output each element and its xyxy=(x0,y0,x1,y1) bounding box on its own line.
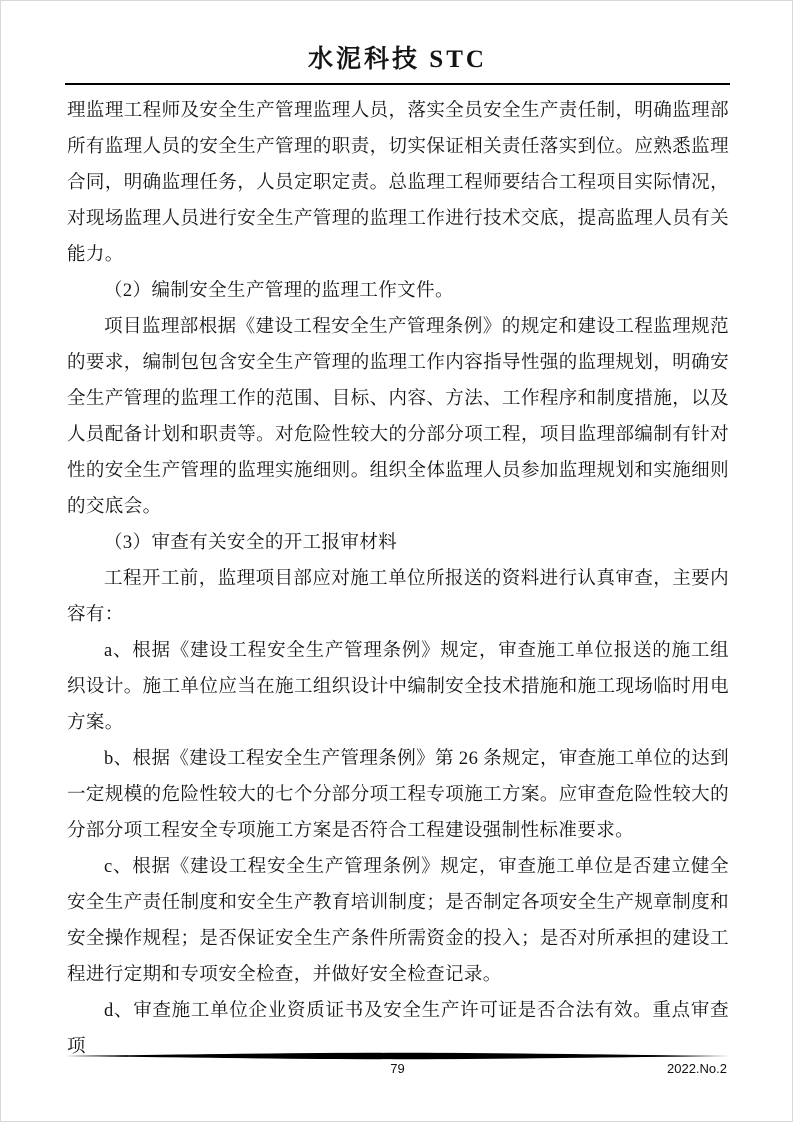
issue-number: 2022.No.2 xyxy=(667,1061,727,1076)
body-paragraph-continued: 理监理工程师及安全生产管理监理人员，落实全员安全生产责任制，明确监理部所有监理人员的安全生产管理的职责，切实保证相关责任落实到位。应熟悉监理合同，明确监理任务，人员定职定责。总监理工程师要结合工程项目实际情况，对现场监理人员进行安全生产管理的监理工作进行技术交底，提高监理人员有关能力。 xyxy=(67,101,729,265)
list-item-b: b、根据《建设工程安全生产管理条例》第 26 条规定，审查施工单位的达到一定规模的危险性较大的七个分部分项工程专项施工方案。应审查危险性较大的分部分项工程安全专项施工方案是否符合工程建设强制性标准要求。 xyxy=(67,749,729,841)
body-paragraph: 工程开工前，监理项目部应对施工单位所报送的资料进行认真审查，主要内容有： xyxy=(67,569,729,625)
section-heading-2: （2）编制安全生产管理的监理工作文件。 xyxy=(104,281,454,301)
journal-title: 水泥科技 STC xyxy=(308,46,487,73)
header-divider xyxy=(65,83,730,85)
footer-divider xyxy=(65,1052,730,1060)
page-number: 79 xyxy=(390,1061,405,1076)
article-body xyxy=(67,93,729,1065)
list-item-c: c、根据《建设工程安全生产管理条例》规定，审查施工单位是否建立健全安全生产责任制度和安全生产教育培训制度；是否制定各项安全生产规章制度和安全操作规程；是否保证安全生产条件所需资金的投入；是否对所承担的建设工程进行定期和专项安全检查，并做好安全检查记录。 xyxy=(67,857,729,985)
list-item-d: d、审查施工单位企业资质证书及安全生产许可证是否合法有效。重点审查项 xyxy=(67,1001,729,1057)
tapered-rule-shape xyxy=(65,1052,730,1060)
list-item-a: a、根据《建设工程安全生产管理条例》规定，审查施工单位报送的施工组织设计。施工单位应当在施工组织设计中编制安全技术措施和施工现场临时用电方案。 xyxy=(67,641,729,733)
section-heading-3: （3）审查有关安全的开工报审材料 xyxy=(104,533,398,553)
body-paragraph: 项目监理部根据《建设工程安全生产管理条例》的规定和建设工程监理规范的要求，编制包包含安全生产管理的监理工作内容指导性强的监理规划，明确安全生产管理的监理工作的范围、目标、内容、方法、工作程序和制度措施，以及人员配备计划和职责等。对危险性较大的分部分项工程，项目监理部编制有针对性的安全生产管理的监理实施细则。组织全体监理人员参加监理规划和实施细则的交底会。 xyxy=(67,317,729,517)
